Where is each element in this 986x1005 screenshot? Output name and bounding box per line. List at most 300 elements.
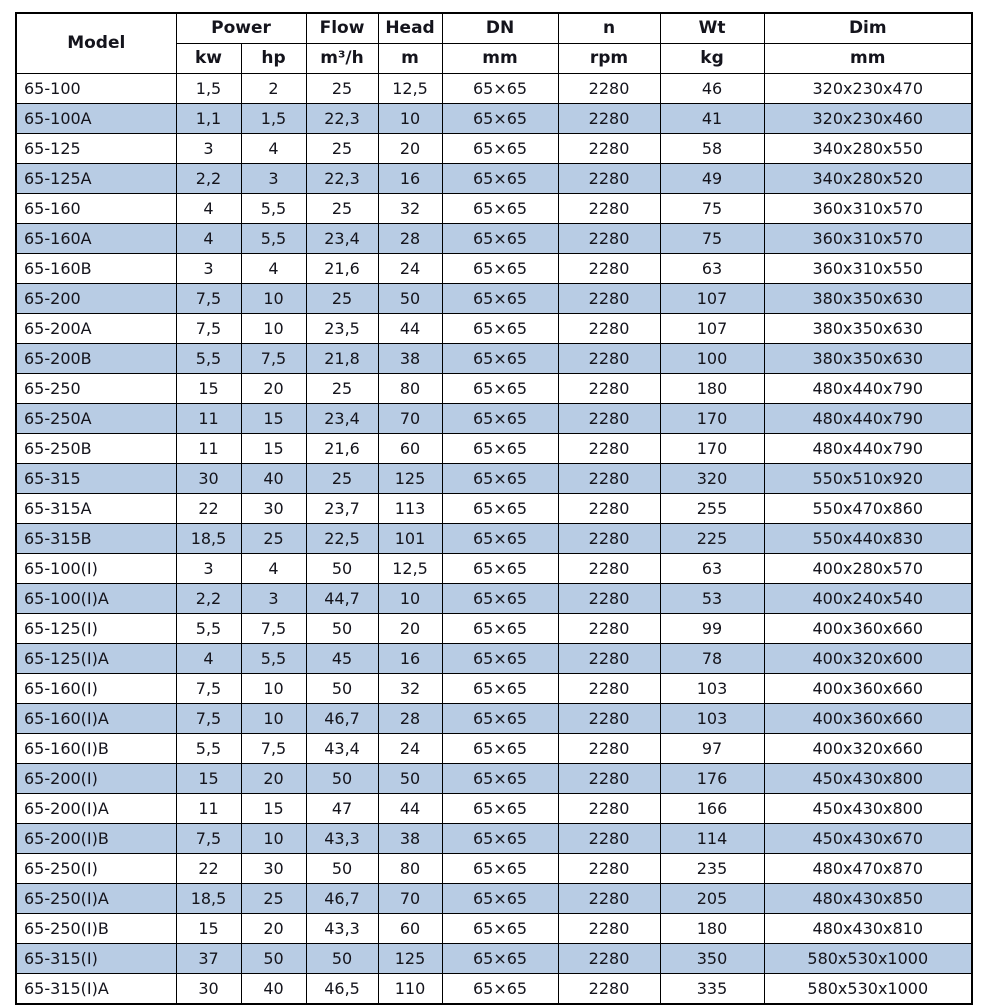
cell-hp: 10 [241, 314, 306, 344]
table-row [16, 554, 972, 584]
cell-flow: 50 [306, 854, 378, 884]
cell-model: 65-160B [16, 254, 176, 284]
cell-wt: 53 [660, 584, 764, 614]
col-header-flow: Flow [306, 13, 378, 44]
cell-wt: 205 [660, 884, 764, 914]
cell-head: 50 [378, 764, 442, 794]
unit-hp: hp [241, 44, 306, 74]
cell-wt: 235 [660, 854, 764, 884]
cell-head: 113 [378, 494, 442, 524]
cell-wt: 63 [660, 554, 764, 584]
cell-head: 44 [378, 794, 442, 824]
cell-head: 80 [378, 374, 442, 404]
cell-rpm: 2280 [558, 734, 660, 764]
cell-dim: 400x360x660 [764, 704, 972, 734]
cell-kw: 30 [176, 974, 241, 1005]
cell-dn: 65×65 [442, 614, 558, 644]
table-row [16, 974, 972, 1005]
cell-flow: 50 [306, 554, 378, 584]
cell-head: 20 [378, 614, 442, 644]
cell-dn: 65×65 [442, 794, 558, 824]
cell-flow: 46,7 [306, 884, 378, 914]
cell-model: 65-160(I)B [16, 734, 176, 764]
cell-model: 65-250(I)A [16, 884, 176, 914]
cell-model: 65-160 [16, 194, 176, 224]
cell-hp: 7,5 [241, 734, 306, 764]
cell-flow: 21,8 [306, 344, 378, 374]
cell-model: 65-125(I)A [16, 644, 176, 674]
cell-hp: 10 [241, 704, 306, 734]
table-row [16, 344, 972, 374]
cell-hp: 2 [241, 74, 306, 104]
cell-hp: 4 [241, 254, 306, 284]
cell-flow: 25 [306, 284, 378, 314]
cell-rpm: 2280 [558, 344, 660, 374]
table-row [16, 224, 972, 254]
table-row [16, 734, 972, 764]
cell-dn: 65×65 [442, 104, 558, 134]
cell-flow: 46,5 [306, 974, 378, 1005]
cell-rpm: 2280 [558, 674, 660, 704]
cell-head: 12,5 [378, 74, 442, 104]
cell-dim: 450x430x800 [764, 794, 972, 824]
cell-wt: 166 [660, 794, 764, 824]
cell-wt: 255 [660, 494, 764, 524]
table-row [16, 644, 972, 674]
cell-model: 65-315A [16, 494, 176, 524]
cell-head: 16 [378, 644, 442, 674]
cell-dim: 360x310x550 [764, 254, 972, 284]
table-row [16, 494, 972, 524]
col-header-n: n [558, 13, 660, 44]
cell-wt: 46 [660, 74, 764, 104]
cell-flow: 50 [306, 674, 378, 704]
cell-dn: 65×65 [442, 284, 558, 314]
cell-dn: 65×65 [442, 494, 558, 524]
cell-kw: 4 [176, 194, 241, 224]
cell-head: 10 [378, 584, 442, 614]
cell-wt: 180 [660, 374, 764, 404]
cell-kw: 7,5 [176, 284, 241, 314]
cell-wt: 170 [660, 404, 764, 434]
cell-head: 125 [378, 944, 442, 974]
cell-rpm: 2280 [558, 434, 660, 464]
cell-flow: 50 [306, 944, 378, 974]
col-header-model: Model [16, 13, 176, 74]
cell-dn: 65×65 [442, 854, 558, 884]
table-row [16, 854, 972, 884]
unit-kw: kw [176, 44, 241, 74]
cell-wt: 41 [660, 104, 764, 134]
cell-rpm: 2280 [558, 554, 660, 584]
cell-hp: 50 [241, 944, 306, 974]
cell-dim: 480x430x810 [764, 914, 972, 944]
cell-rpm: 2280 [558, 164, 660, 194]
cell-hp: 30 [241, 854, 306, 884]
cell-dim: 380x350x630 [764, 314, 972, 344]
table-row [16, 134, 972, 164]
cell-dim: 550x470x860 [764, 494, 972, 524]
table-row [16, 254, 972, 284]
cell-wt: 97 [660, 734, 764, 764]
cell-flow: 47 [306, 794, 378, 824]
cell-wt: 78 [660, 644, 764, 674]
cell-flow: 25 [306, 374, 378, 404]
table-row [16, 614, 972, 644]
cell-head: 60 [378, 434, 442, 464]
cell-rpm: 2280 [558, 584, 660, 614]
table-row [16, 524, 972, 554]
cell-hp: 7,5 [241, 614, 306, 644]
cell-dim: 400x360x660 [764, 614, 972, 644]
unit-dim: mm [764, 44, 972, 74]
table-row [16, 284, 972, 314]
cell-dim: 380x350x630 [764, 344, 972, 374]
cell-dn: 65×65 [442, 944, 558, 974]
cell-dn: 65×65 [442, 134, 558, 164]
cell-hp: 10 [241, 824, 306, 854]
cell-hp: 30 [241, 494, 306, 524]
cell-wt: 107 [660, 284, 764, 314]
cell-flow: 22,3 [306, 164, 378, 194]
cell-hp: 40 [241, 464, 306, 494]
cell-wt: 103 [660, 704, 764, 734]
cell-dim: 400x320x600 [764, 644, 972, 674]
cell-wt: 107 [660, 314, 764, 344]
cell-dim: 450x430x800 [764, 764, 972, 794]
cell-model: 65-125 [16, 134, 176, 164]
cell-dim: 480x470x870 [764, 854, 972, 884]
cell-hp: 5,5 [241, 224, 306, 254]
table-row [16, 164, 972, 194]
cell-kw: 11 [176, 434, 241, 464]
cell-dim: 360x310x570 [764, 194, 972, 224]
cell-rpm: 2280 [558, 194, 660, 224]
cell-model: 65-160A [16, 224, 176, 254]
cell-flow: 25 [306, 134, 378, 164]
cell-hp: 5,5 [241, 644, 306, 674]
header-row-titles [16, 13, 972, 44]
cell-rpm: 2280 [558, 314, 660, 344]
cell-kw: 15 [176, 374, 241, 404]
cell-rpm: 2280 [558, 524, 660, 554]
cell-head: 28 [378, 704, 442, 734]
cell-hp: 4 [241, 134, 306, 164]
cell-dim: 340x280x550 [764, 134, 972, 164]
cell-head: 10 [378, 104, 442, 134]
cell-kw: 11 [176, 404, 241, 434]
table-row [16, 434, 972, 464]
cell-kw: 15 [176, 914, 241, 944]
cell-wt: 75 [660, 194, 764, 224]
cell-dn: 65×65 [442, 704, 558, 734]
unit-wt: kg [660, 44, 764, 74]
unit-head: m [378, 44, 442, 74]
cell-kw: 4 [176, 224, 241, 254]
cell-kw: 3 [176, 254, 241, 284]
cell-wt: 350 [660, 944, 764, 974]
cell-flow: 23,5 [306, 314, 378, 344]
cell-dim: 400x360x660 [764, 674, 972, 704]
cell-dim: 480x440x790 [764, 374, 972, 404]
cell-head: 24 [378, 734, 442, 764]
cell-model: 65-160(I)A [16, 704, 176, 734]
cell-rpm: 2280 [558, 464, 660, 494]
col-header-dim: Dim [764, 13, 972, 44]
cell-rpm: 2280 [558, 494, 660, 524]
cell-flow: 25 [306, 194, 378, 224]
cell-dim: 450x430x670 [764, 824, 972, 854]
cell-dn: 65×65 [442, 314, 558, 344]
cell-rpm: 2280 [558, 134, 660, 164]
cell-head: 38 [378, 344, 442, 374]
cell-head: 50 [378, 284, 442, 314]
cell-kw: 3 [176, 134, 241, 164]
cell-flow: 25 [306, 74, 378, 104]
cell-wt: 49 [660, 164, 764, 194]
unit-n: rpm [558, 44, 660, 74]
cell-dn: 65×65 [442, 584, 558, 614]
cell-model: 65-100(I) [16, 554, 176, 584]
cell-hp: 10 [241, 674, 306, 704]
cell-head: 70 [378, 884, 442, 914]
cell-wt: 99 [660, 614, 764, 644]
cell-model: 65-200(I)B [16, 824, 176, 854]
cell-flow: 22,5 [306, 524, 378, 554]
cell-model: 65-200 [16, 284, 176, 314]
cell-model: 65-315 [16, 464, 176, 494]
cell-head: 32 [378, 674, 442, 704]
cell-rpm: 2280 [558, 74, 660, 104]
cell-wt: 170 [660, 434, 764, 464]
cell-head: 80 [378, 854, 442, 884]
cell-dn: 65×65 [442, 464, 558, 494]
cell-rpm: 2280 [558, 884, 660, 914]
cell-flow: 43,4 [306, 734, 378, 764]
cell-flow: 22,3 [306, 104, 378, 134]
cell-kw: 5,5 [176, 614, 241, 644]
cell-flow: 43,3 [306, 824, 378, 854]
cell-rpm: 2280 [558, 974, 660, 1005]
cell-wt: 103 [660, 674, 764, 704]
cell-hp: 20 [241, 374, 306, 404]
table-row [16, 884, 972, 914]
cell-hp: 25 [241, 884, 306, 914]
cell-flow: 46,7 [306, 704, 378, 734]
cell-dn: 65×65 [442, 974, 558, 1005]
cell-kw: 5,5 [176, 734, 241, 764]
cell-wt: 320 [660, 464, 764, 494]
cell-model: 65-125A [16, 164, 176, 194]
cell-kw: 18,5 [176, 884, 241, 914]
cell-head: 70 [378, 404, 442, 434]
cell-dn: 65×65 [442, 374, 558, 404]
cell-kw: 7,5 [176, 314, 241, 344]
table-row [16, 674, 972, 704]
cell-dim: 480x440x790 [764, 434, 972, 464]
cell-rpm: 2280 [558, 104, 660, 134]
cell-head: 12,5 [378, 554, 442, 584]
cell-dim: 400x280x570 [764, 554, 972, 584]
cell-model: 65-250 [16, 374, 176, 404]
cell-flow: 23,7 [306, 494, 378, 524]
cell-kw: 11 [176, 794, 241, 824]
col-header-power: Power [176, 13, 306, 44]
cell-kw: 1,1 [176, 104, 241, 134]
table-row [16, 74, 972, 104]
cell-dn: 65×65 [442, 824, 558, 854]
cell-model: 65-160(I) [16, 674, 176, 704]
cell-flow: 21,6 [306, 434, 378, 464]
cell-wt: 114 [660, 824, 764, 854]
cell-dim: 320x230x470 [764, 74, 972, 104]
cell-model: 65-200(I)A [16, 794, 176, 824]
cell-dn: 65×65 [442, 164, 558, 194]
cell-model: 65-315(I) [16, 944, 176, 974]
cell-dim: 380x350x630 [764, 284, 972, 314]
cell-wt: 335 [660, 974, 764, 1005]
cell-kw: 22 [176, 494, 241, 524]
cell-dn: 65×65 [442, 404, 558, 434]
cell-dn: 65×65 [442, 224, 558, 254]
pump-spec-table [15, 12, 973, 1005]
cell-kw: 15 [176, 764, 241, 794]
table-row [16, 404, 972, 434]
cell-rpm: 2280 [558, 944, 660, 974]
cell-hp: 3 [241, 164, 306, 194]
cell-flow: 50 [306, 764, 378, 794]
cell-kw: 37 [176, 944, 241, 974]
cell-dim: 550x440x830 [764, 524, 972, 554]
cell-hp: 4 [241, 554, 306, 584]
cell-dn: 65×65 [442, 434, 558, 464]
cell-kw: 7,5 [176, 824, 241, 854]
cell-head: 110 [378, 974, 442, 1005]
cell-head: 101 [378, 524, 442, 554]
cell-rpm: 2280 [558, 644, 660, 674]
table-row [16, 914, 972, 944]
table-row [16, 584, 972, 614]
table-row [16, 104, 972, 134]
cell-hp: 15 [241, 404, 306, 434]
cell-rpm: 2280 [558, 914, 660, 944]
cell-flow: 21,6 [306, 254, 378, 284]
cell-head: 28 [378, 224, 442, 254]
cell-rpm: 2280 [558, 404, 660, 434]
cell-flow: 23,4 [306, 224, 378, 254]
cell-hp: 20 [241, 914, 306, 944]
cell-wt: 180 [660, 914, 764, 944]
cell-dn: 65×65 [442, 524, 558, 554]
cell-head: 20 [378, 134, 442, 164]
cell-dim: 580x530x1000 [764, 944, 972, 974]
cell-model: 65-250A [16, 404, 176, 434]
cell-model: 65-100A [16, 104, 176, 134]
unit-dn: mm [442, 44, 558, 74]
cell-wt: 58 [660, 134, 764, 164]
cell-dim: 400x240x540 [764, 584, 972, 614]
col-header-head: Head [378, 13, 442, 44]
cell-hp: 10 [241, 284, 306, 314]
cell-dim: 550x510x920 [764, 464, 972, 494]
unit-flow: m³/h [306, 44, 378, 74]
cell-rpm: 2280 [558, 854, 660, 884]
cell-dim: 400x320x660 [764, 734, 972, 764]
cell-dim: 340x280x520 [764, 164, 972, 194]
cell-rpm: 2280 [558, 284, 660, 314]
cell-dn: 65×65 [442, 254, 558, 284]
cell-wt: 75 [660, 224, 764, 254]
cell-flow: 44,7 [306, 584, 378, 614]
cell-kw: 30 [176, 464, 241, 494]
cell-dn: 65×65 [442, 554, 558, 584]
cell-rpm: 2280 [558, 374, 660, 404]
cell-hp: 20 [241, 764, 306, 794]
cell-kw: 2,2 [176, 584, 241, 614]
table-row [16, 824, 972, 854]
cell-model: 65-100(I)A [16, 584, 176, 614]
cell-model: 65-125(I) [16, 614, 176, 644]
cell-kw: 4 [176, 644, 241, 674]
cell-model: 65-250(I) [16, 854, 176, 884]
col-header-dn: DN [442, 13, 558, 44]
cell-rpm: 2280 [558, 614, 660, 644]
table-row [16, 314, 972, 344]
table-row [16, 194, 972, 224]
cell-dn: 65×65 [442, 74, 558, 104]
cell-dim: 480x440x790 [764, 404, 972, 434]
cell-dim: 580x530x1000 [764, 974, 972, 1005]
cell-kw: 22 [176, 854, 241, 884]
table-row [16, 464, 972, 494]
cell-head: 44 [378, 314, 442, 344]
cell-rpm: 2280 [558, 824, 660, 854]
cell-kw: 7,5 [176, 704, 241, 734]
cell-model: 65-200B [16, 344, 176, 374]
cell-model: 65-200A [16, 314, 176, 344]
cell-dn: 65×65 [442, 644, 558, 674]
cell-rpm: 2280 [558, 224, 660, 254]
cell-flow: 45 [306, 644, 378, 674]
cell-head: 38 [378, 824, 442, 854]
cell-dn: 65×65 [442, 194, 558, 224]
cell-dn: 65×65 [442, 344, 558, 374]
cell-hp: 1,5 [241, 104, 306, 134]
cell-wt: 63 [660, 254, 764, 284]
cell-head: 60 [378, 914, 442, 944]
cell-wt: 176 [660, 764, 764, 794]
cell-dn: 65×65 [442, 674, 558, 704]
col-header-wt: Wt [660, 13, 764, 44]
cell-dn: 65×65 [442, 734, 558, 764]
cell-hp: 25 [241, 524, 306, 554]
cell-dim: 360x310x570 [764, 224, 972, 254]
cell-model: 65-250(I)B [16, 914, 176, 944]
cell-dn: 65×65 [442, 914, 558, 944]
cell-dn: 65×65 [442, 764, 558, 794]
cell-wt: 225 [660, 524, 764, 554]
cell-flow: 23,4 [306, 404, 378, 434]
cell-dim: 320x230x460 [764, 104, 972, 134]
table-row [16, 764, 972, 794]
cell-kw: 2,2 [176, 164, 241, 194]
cell-dim: 480x430x850 [764, 884, 972, 914]
cell-model: 65-315B [16, 524, 176, 554]
table-row [16, 374, 972, 404]
cell-hp: 7,5 [241, 344, 306, 374]
cell-model: 65-315(I)A [16, 974, 176, 1005]
cell-flow: 50 [306, 614, 378, 644]
